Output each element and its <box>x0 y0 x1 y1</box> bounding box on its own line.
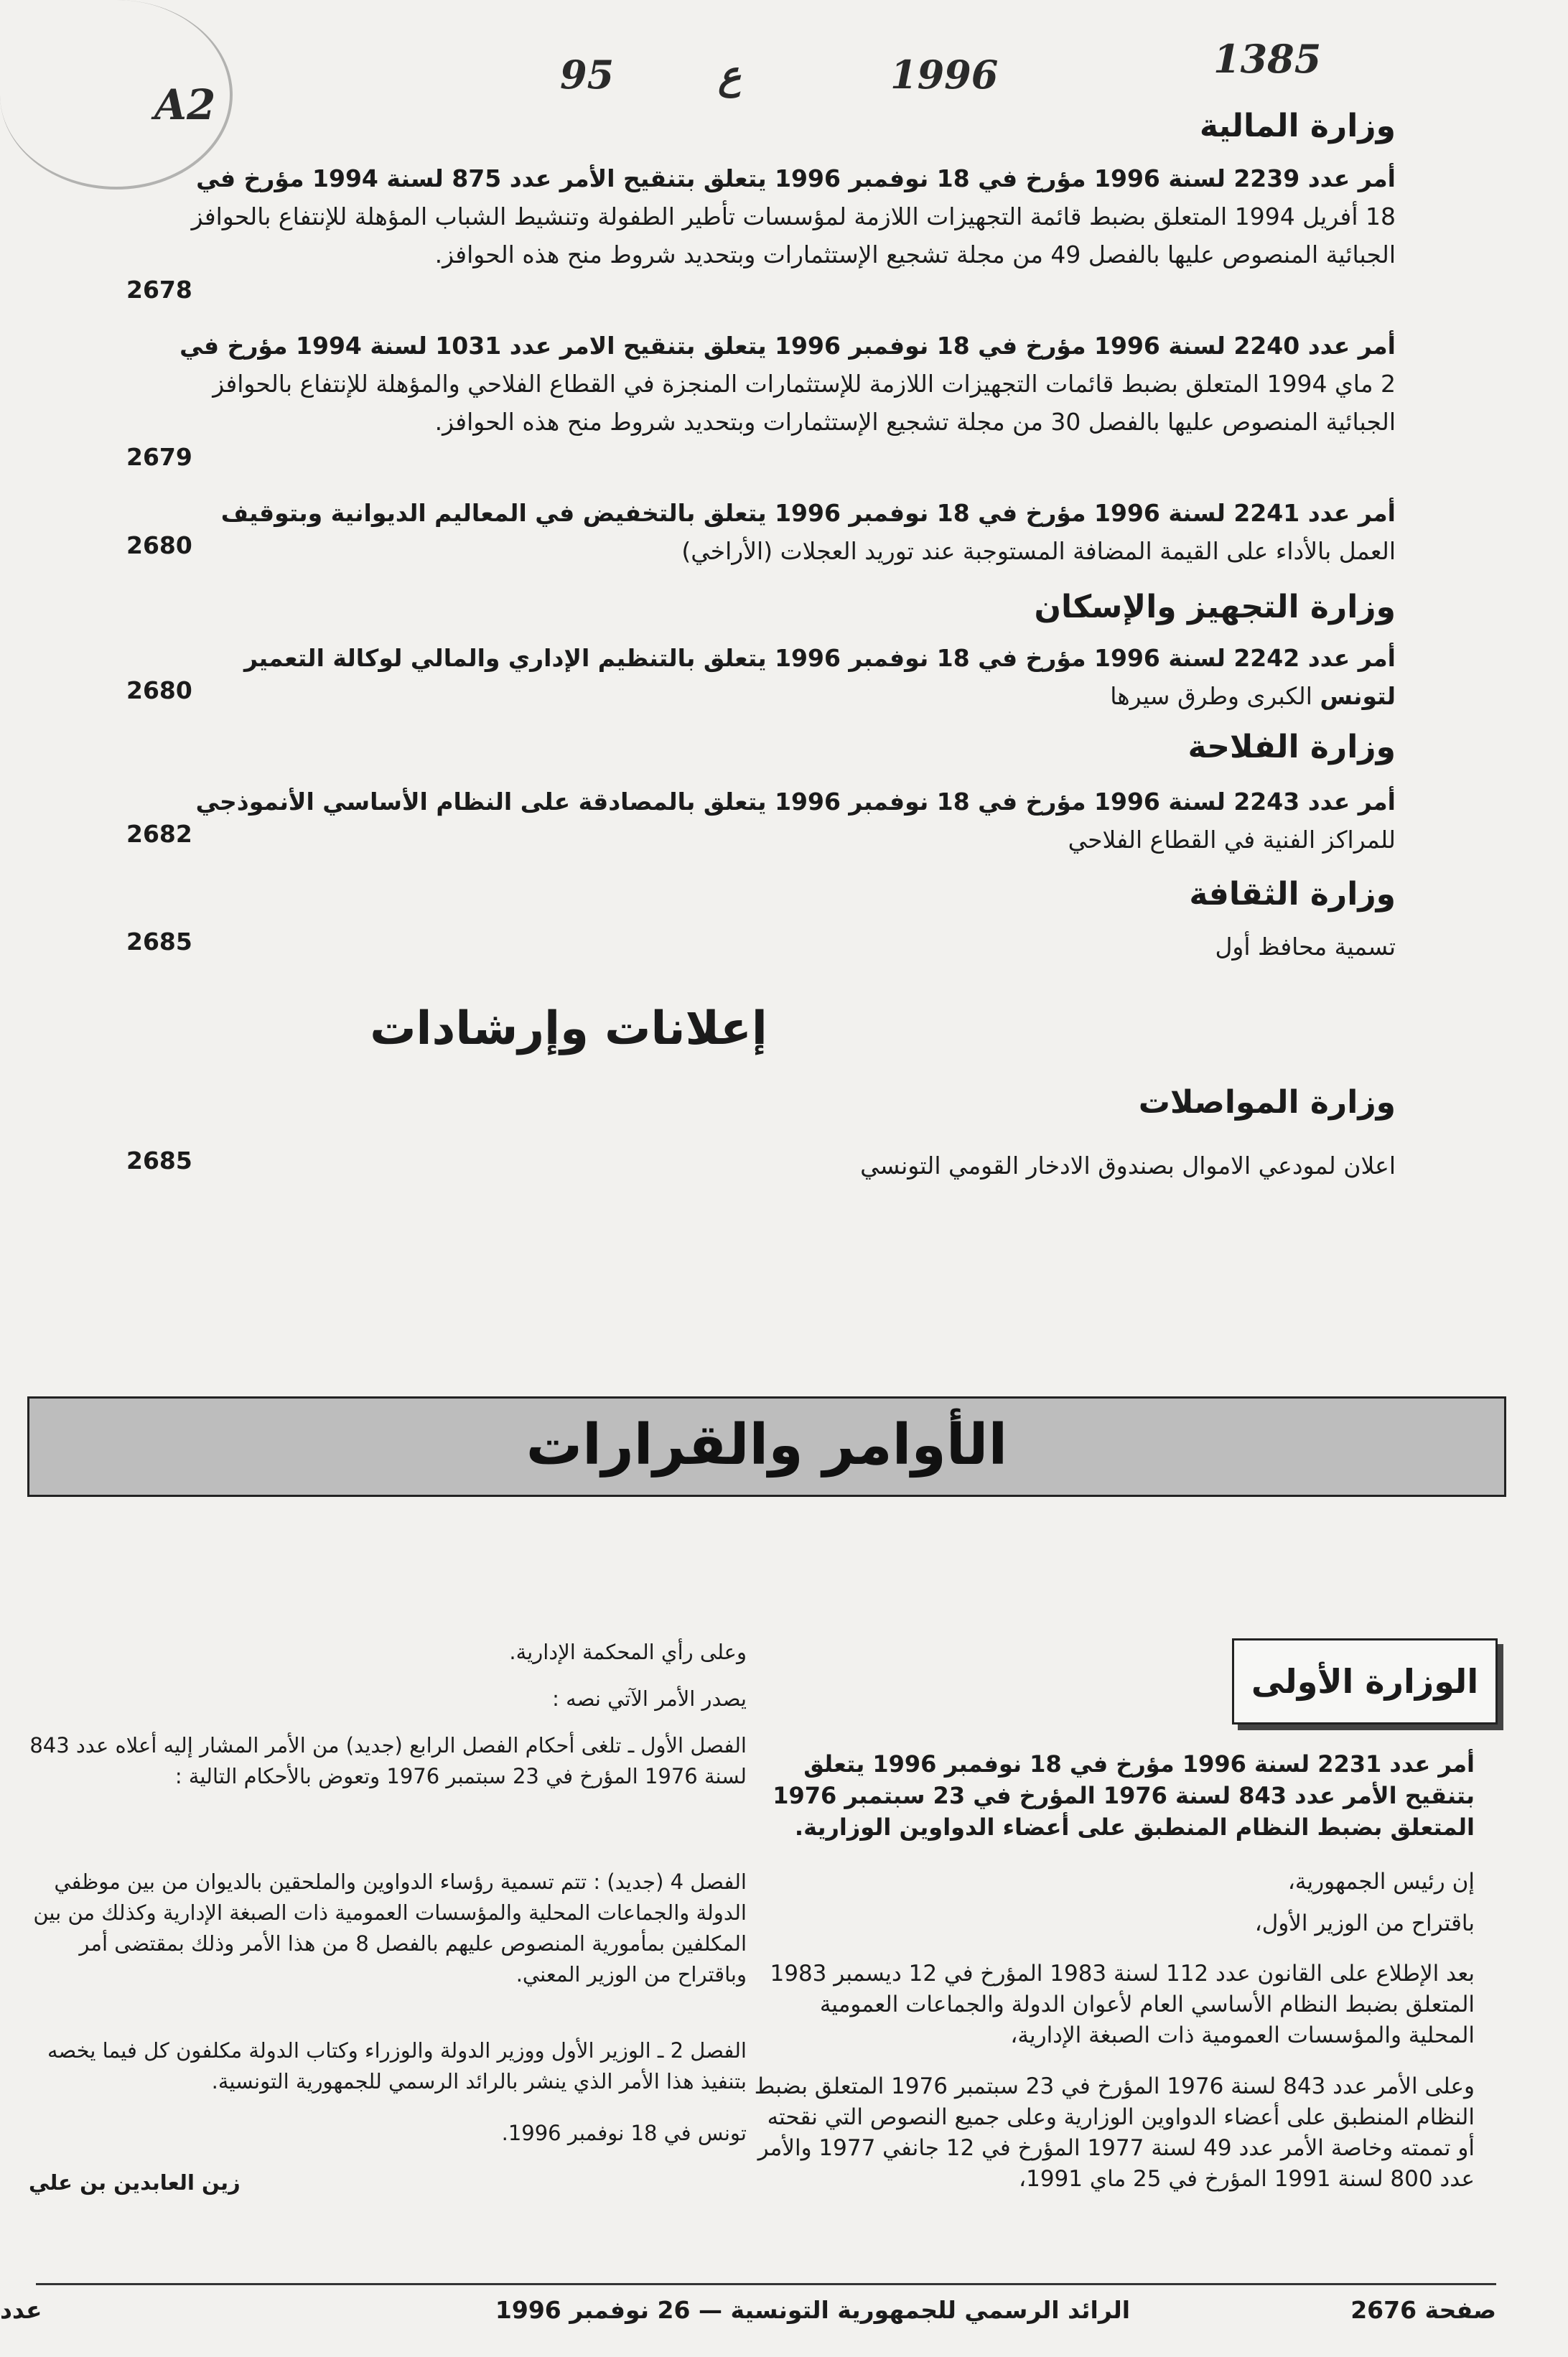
page-number: 2685 <box>126 1147 192 1175</box>
ministry-box <box>1232 1638 1498 1724</box>
page-number: 2682 <box>126 820 192 848</box>
entry-title: أمر عدد 2243 لسنة 1996 مؤرخ في 18 نوفمبر 1996 يتعلق بالمصادقة على النظام الأساسي الأنموذجي <box>195 788 1396 816</box>
decree-paragraph: بعد الإطلاع على القانون عدد 112 لسنة 1983 المؤرخ في 12 ديسمبر 1983 المتعلق بضبط النظام الأساسي العام لأعوان الدولة والجماعات العمومية المحلية والمؤسسات العمومية ذات الصبغة الإدارية، <box>770 1961 1475 2048</box>
banner-title: الأوامر والقرارات <box>526 1413 1008 1478</box>
decree-paragraph: الفصل 2 ـ الوزير الأول ووزير الدولة والوزراء وكتاب الدولة مكلفون كل فيما يخصه بتنفيذ هذا الأمر الذي ينشر بالرائد الرسمي للجمهورية التونسية. <box>47 2038 747 2094</box>
page-number: 2680 <box>126 531 192 559</box>
decree-date: تونس في 18 نوفمبر 1996. <box>501 2121 747 2145</box>
signature: زين العابدين بن علي <box>29 2170 241 2195</box>
decree-paragraph: الفصل الأول ـ تلغى أحكام الفصل الرابع (جديد) من الأمر المشار إليه أعلاه عدد 843 لسنة 1976 المؤرخ في 23 سبتمبر 1976 وتعوض بالأحكام التالية : <box>29 1733 747 1788</box>
footer-journal: الرائد الرسمي للجمهورية التونسية — 26 نوفمبر 1996 <box>495 2296 1131 2324</box>
footer-divider <box>36 2283 1496 2285</box>
handwritten-char-b: ع <box>718 52 742 98</box>
section-heading-transport: وزارة المواصلات <box>1138 1084 1396 1121</box>
entry-text: 18 أفريل 1994 المتعلق بضبط قائمة التجهيزات اللازمة لمؤسسات تأطير الطفولة وتنشيط الشباب المؤهلة للإنتفاع بالحوافز الجبائية المنصوص عليها بالفصل 49 من مجلة تشجيع الإستثمارات وبتحديد شروط منح هذه الحوافز. <box>191 202 1396 269</box>
entry-title: أمر عدد 2242 لسنة 1996 مؤرخ في 18 نوفمبر 1996 يتعلق بالتنظيم الإداري والمالي لوكالة التعمير لتونس <box>243 644 1396 710</box>
toc-entry <box>161 928 1396 966</box>
entry-text: الكبرى وطرق سيرها <box>1110 682 1312 710</box>
toc-entry <box>161 327 1396 441</box>
handwritten-mark-left: A2 <box>154 80 216 129</box>
page-number: 2680 <box>126 676 192 704</box>
toc-entry <box>161 783 1396 859</box>
section-heading-culture: وزارة الثقافة <box>1189 876 1396 913</box>
toc-entry <box>161 1147 1396 1185</box>
announcements-title: إعلانات وإرشادات <box>370 1002 767 1055</box>
entry-title: أمر عدد 2241 لسنة 1996 مؤرخ في 18 نوفمبر 1996 يتعلق بالتخفيض في المعاليم الديوانية وبتوقيف <box>220 499 1396 527</box>
decree-paragraph: وعلى رأي المحكمة الإدارية. <box>509 1640 747 1664</box>
decree-paragraph: يصدر الأمر الآتي نصه : <box>552 1686 747 1711</box>
handwritten-number-right: 1385 <box>1213 36 1322 82</box>
section-heading-finance: وزارة المالية <box>1199 108 1396 144</box>
toc-entry <box>161 494 1396 570</box>
entry-text: تسمية محافظ أول <box>1215 933 1396 961</box>
entry-text: اعلان لمودعي الاموال بصندوق الادخار القومي التونسي <box>860 1152 1396 1180</box>
entry-text: العمل بالأداء على القيمة المضافة المستوجبة عند توريد العجلات (الأراخي) <box>681 537 1396 565</box>
toc-entry <box>161 159 1396 274</box>
section-banner <box>27 1396 1506 1497</box>
entry-text: للمراكز الفنية في القطاع الفلاحي <box>1068 826 1396 854</box>
footer-issue: عدد <box>0 2296 42 2324</box>
footer-page-number: صفحة 2676 <box>1350 2296 1496 2324</box>
section-heading-agriculture: وزارة الفلاحة <box>1187 729 1396 765</box>
page-number: 2679 <box>126 443 192 471</box>
decree-title: أمر عدد 2231 لسنة 1996 مؤرخ في 18 نوفمبر 1996 يتعلق بتنقيح الأمر عدد 843 لسنة 1976 المؤرخ في 23 سبتمبر 1976 المتعلق بضبط النظام المنطبق على أعضاء الدواوين الوزارية. <box>773 1750 1475 1841</box>
entry-title: أمر عدد 2239 لسنة 1996 مؤرخ في 18 نوفمبر 1996 يتعلق بتنقيح الأمر عدد 875 لسنة 1994 مؤرخ في <box>196 164 1396 192</box>
handwritten-number-a: 95 <box>560 52 615 98</box>
entry-text: 2 ماي 1994 المتعلق بضبط قائمات التجهيزات اللازمة للإستثمارات المنجزة في القطاع الفلاحي والمؤهلة للإنتفاع بالحوافز الجبائية المنصوص عليها بالفصل 30 من مجلة تشجيع الإستثمارات وبتحديد شروط منح هذه الحوافز. <box>213 370 1396 436</box>
entry-title: أمر عدد 2240 لسنة 1996 مؤرخ في 18 نوفمبر 1996 يتعلق بتنقيح الامر عدد 1031 لسنة 1994 مؤرخ في <box>179 332 1396 360</box>
ministry-box-label: الوزارة الأولى <box>1251 1662 1479 1701</box>
decree-paragraph: إن رئيس الجمهورية، <box>1287 1869 1475 1895</box>
page-number: 2678 <box>126 276 192 304</box>
decree-paragraph: الفصل 4 (جديد) : تتم تسمية رؤساء الدواوين والملحقين بالديوان من بين موظفي الدولة والجماعات المحلية والمؤسسات العمومية ذات الصبغة الإدارية وكذلك من بين المكلفين بمأمورية المنصوص عليهم بالفصل 8 من هذا الأمر وذلك بمقتضى أمر وباقتراح من الوزير المعني. <box>33 1870 747 1987</box>
section-heading-equipment: وزارة التجهيز والإسكان <box>1034 589 1396 625</box>
decree-paragraph: باقتراح من الوزير الأول، <box>1254 1910 1475 1936</box>
decree-paragraph: وعلى الأمر عدد 843 لسنة 1976 المؤرخ في 23 سبتمبر 1976 المتعلق بضبط النظام المنطبق على أعضاء الدواوين الوزارية وعلى جميع النصوص التي نقحته أو تممته وخاصة الأمر عدد 49 لسنة 1977 المؤرخ في 12 جانفي 1977 والأمر عدد 800 لسنة 1991 المؤرخ في 25 ماي 1991، <box>754 2073 1475 2192</box>
toc-entry <box>161 639 1396 715</box>
handwritten-year: 1996 <box>890 52 999 98</box>
page-number: 2685 <box>126 928 192 956</box>
